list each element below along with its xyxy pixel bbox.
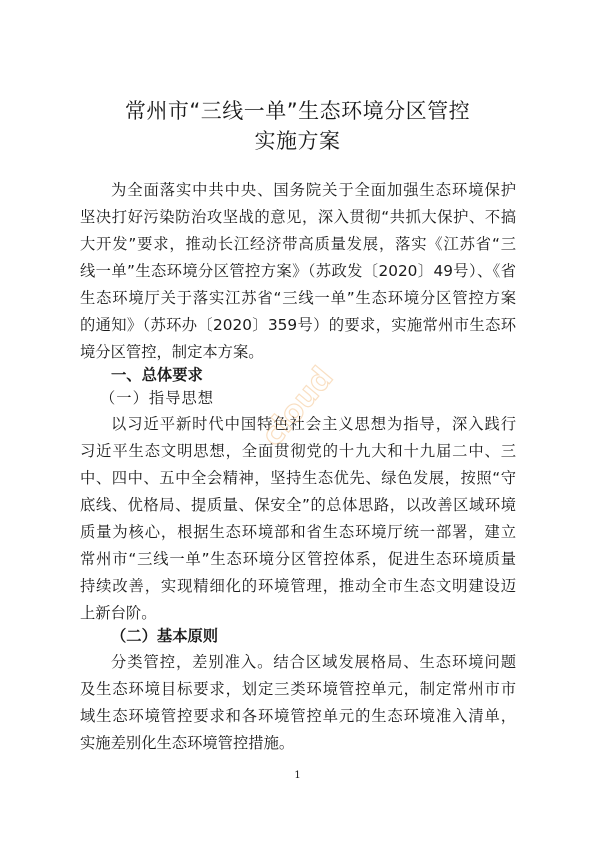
page-number: 1 — [294, 770, 301, 781]
paragraph-line: 的通知》（苏环办〔2020〕359号）的要求，实施常州市生态环 — [80, 316, 516, 334]
subsection-heading: （一）指导思想 — [100, 389, 215, 407]
paragraph-line: 以习近平新时代中国特色社会主义思想为指导，深入践行 — [111, 415, 516, 433]
paragraph-line: 底线、优格局、提质量、保安全”的总体思路，以改善区域环境 — [80, 496, 516, 514]
paragraph-line: 为全面落实中共中央、国务院关于全面加强生态环境保护 — [111, 181, 516, 199]
paragraph-line: 境分区管控，制定本方案。 — [80, 343, 264, 361]
doc-title-line1: 常州市“三线一单”生态环境分区管控 — [124, 99, 471, 123]
paragraph-line: 大开发”要求，推动长江经济带高质量发展，落实《江苏省“三 — [80, 235, 516, 253]
section-heading: 一、总体要求 — [111, 366, 203, 384]
paragraph-line: 质量为核心，根据生态环境部和省生态环境厅统一部署，建立 — [80, 523, 516, 541]
paragraph-line: 实施差别化生态环境管控措施。 — [80, 734, 295, 752]
paragraph-line: 生态环境厅关于落实江苏省“三线一单”生态环境分区管控方案 — [80, 289, 516, 307]
paragraph-line: 中、四中、五中全会精神，坚持生态优先、绿色发展，按照“守 — [80, 469, 516, 487]
svg-text:cloud: cloud — [254, 360, 341, 453]
paragraph-line: 上新台阶。 — [80, 604, 157, 622]
paragraph-line: 及生态环境目标要求，划定三类环境管控单元，制定常州市市 — [80, 680, 516, 698]
doc-title-line2: 实施方案 — [254, 129, 341, 153]
paragraph-line: 域生态环境管控要求和各环境管控单元的生态环境准入清单， — [80, 707, 516, 725]
paragraph-line: 坚决打好污染防治攻坚战的意见，深入贯彻“共抓大保护、不搞 — [80, 208, 516, 226]
paragraph-line: 线一单”生态环境分区管控方案》（苏政发〔2020〕49号）、《省 — [80, 262, 516, 280]
paragraph-line: 持续改善，实现精细化的环境管理，推动全市生态文明建设迈 — [80, 577, 516, 595]
paragraph-line: 分类管控，差别准入。结合区域发展格局、生态环境问题 — [111, 653, 516, 671]
subsection-heading: （二）基本原则 — [111, 627, 219, 645]
paragraph-line: 习近平生态文明思想，全面贯彻党的十九大和十九届二中、三 — [80, 442, 516, 460]
paragraph-line: 常州市“三线一单”生态环境分区管控体系，促进生态环境质量 — [80, 550, 516, 568]
